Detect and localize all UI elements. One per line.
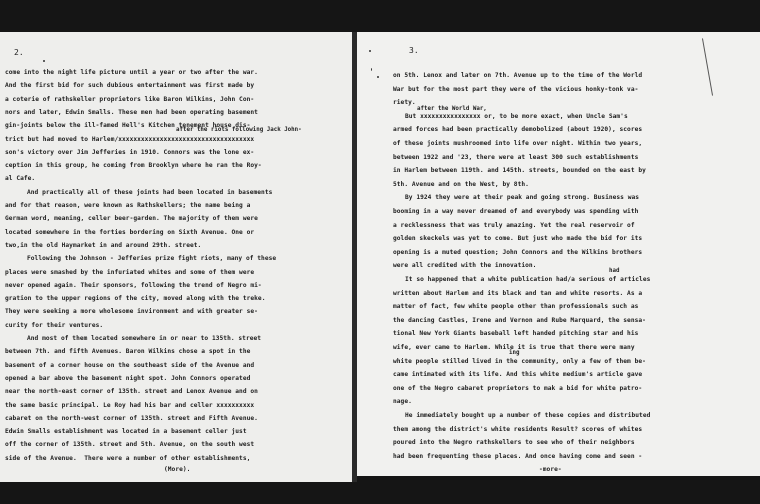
text-line: come into the night life picture until a year or two after the war. bbox=[5, 69, 258, 76]
text-line: off the corner of 135th. street and 5th. Avenue, on the south west bbox=[5, 441, 255, 449]
text-line: booming in a way never dreamed of and everybody was spending with bbox=[393, 208, 639, 215]
text-line: opened a bar above the basement night spot. John Connors operated bbox=[5, 374, 251, 382]
text-line: places were smashed by the infuriated whites and some of them were bbox=[5, 268, 255, 276]
text-line: son's victory over Jim Jefferies in 1910. Connors was the lone ex- bbox=[5, 148, 255, 156]
text-line: cabaret on the north-west corner of 135th. street and Fifth Avenue. bbox=[5, 414, 258, 422]
text-line: located somewhere in the forties bordering on Sixth Avenue. One or bbox=[5, 228, 255, 236]
typescript-page-3 bbox=[357, 32, 760, 476]
text-line: And the first bid for such dubious entertainment was first made by bbox=[5, 82, 255, 90]
text-line: He immediately bought up a number of these copies and distributed bbox=[405, 412, 651, 419]
handwritten-insertion: had bbox=[609, 268, 620, 274]
text-line: had been frequenting these places. And once having come and seen - bbox=[393, 452, 643, 460]
text-line: the dancing Castles, Irene and Vernon and Rube Marquard, the sensa- bbox=[393, 316, 646, 324]
ink-speck bbox=[43, 60, 45, 62]
text-line: And practically all of these joints had been located in basements bbox=[27, 188, 273, 196]
text-line: white people stilled lived in the community, only a few of them be- bbox=[393, 357, 646, 365]
ink-speck bbox=[377, 76, 379, 78]
text-line: Following the Johnson - Jefferies prize fight riots, many of these bbox=[27, 255, 277, 263]
text-line: near the north-east corner of 135th. street and Lenox Avenue and on bbox=[5, 388, 258, 396]
text-line: curity for their ventures. bbox=[5, 321, 104, 329]
page-number: 3. bbox=[409, 46, 419, 55]
typescript-page-2 bbox=[0, 32, 352, 482]
text-line: armed forces had been practically demobolized (about 1920), scores bbox=[393, 126, 643, 134]
ink-speck bbox=[369, 50, 371, 52]
text-line: War but for the most part they were of the vicious honky-tonk va- bbox=[393, 85, 639, 93]
text-line: ception in this group, he coming from Brooklyn where he ran the Roy- bbox=[5, 162, 262, 170]
text-line: were all credited with the innovation. bbox=[393, 262, 537, 270]
text-line: on 5th. Lenox and later on 7th. Avenue up to the time of the World bbox=[393, 72, 643, 79]
text-line: They were seeking a more wholesome invironment and with greater se- bbox=[5, 308, 258, 316]
text-line: basement of a corner house on the southeast side of the Avenue and bbox=[5, 361, 255, 369]
text-line: the same basic principal. Le Roy had his bar and celler xxxxxxxxxx bbox=[5, 401, 255, 409]
text-line: one of the Negro cabaret proprietors to mak a bid for white patro- bbox=[393, 384, 643, 392]
text-line: gration to the upper regions of the city, moved along with the treke. bbox=[5, 295, 266, 303]
handwritten-insertion: ing bbox=[509, 350, 520, 356]
text-line: trict but had moved to Harlem/xxxxxxxxxxxxxxxxxxxxxxxxxxxxxxxxxxxx bbox=[5, 135, 255, 143]
text-line: 5th. Avenue and on the West, by 8th. bbox=[393, 180, 529, 188]
text-line: poured into the Negro rathskellers to see who of their neighbors bbox=[393, 439, 635, 447]
page-footer: (More). bbox=[164, 466, 191, 473]
text-line: It so happened that a white publication had/a serious of articles bbox=[405, 276, 651, 283]
text-line: By 1924 they were at their peak and going strong. Business was bbox=[405, 194, 640, 202]
text-line: wife, ever came to Harlem. While it is true that there were many bbox=[393, 344, 635, 351]
text-line: in Harlem between 119th. and 145th. streets, bounded on the east by bbox=[393, 167, 646, 175]
text-line: between 7th. and fifth Avenues. Baron Wilkins chose a spot in the bbox=[5, 348, 251, 356]
text-line: opening is a muted question; John Connors and the Wilkins brothers bbox=[393, 248, 643, 256]
text-line: gin-joints below the ill-famed Hell's Kitchen tenement house dis- bbox=[5, 122, 251, 130]
text-line: side of the Avenue. There were a number of other establishments, bbox=[5, 454, 251, 462]
text-line: Edwin Smalls establishment was located in a basement celler just bbox=[5, 428, 247, 436]
text-line: And most of them located somewhere in or near to 135th. street bbox=[27, 335, 262, 342]
text-line: riety. bbox=[393, 99, 416, 107]
text-line: came intimated with its life. And this white medium's article gave bbox=[393, 371, 643, 379]
handwritten-insertion: after the World War, bbox=[417, 106, 487, 112]
text-line: al Cafe. bbox=[5, 175, 36, 183]
text-line: written about Harlem and its black and tan and white resorts. As a bbox=[393, 289, 643, 297]
text-line: never opened again. Their sponsors, following the trend of Negro mi- bbox=[5, 281, 262, 289]
text-line: But xxxxxxxxxxxxxxxx or, to be more exact, when Uncle Sam's bbox=[405, 112, 628, 120]
text-line: of these joints mushroomed into life over night. Within two years, bbox=[393, 140, 643, 147]
text-line: a recklessness that was truly amazing. Yet the real reservoir of bbox=[393, 221, 635, 229]
text-line: two,in the old Haymarket in and around 29th. street. bbox=[5, 241, 202, 249]
text-line: them among the district's white residents Result? scores of whites bbox=[393, 425, 643, 433]
ink-speck bbox=[371, 68, 372, 71]
text-line: tional New York Giants baseball left handed pitching star and his bbox=[393, 330, 639, 338]
page-footer: -more- bbox=[539, 466, 562, 473]
text-line: nors and later, Edwin Smalls. These men had been operating basement bbox=[5, 108, 258, 116]
text-line: golden skeckels was yet to come. But just who made the bid for its bbox=[393, 235, 643, 243]
text-line: between 1922 and '23, there were at least 300 such establishments bbox=[393, 153, 639, 161]
text-line: nage. bbox=[393, 398, 412, 406]
handwritten-insertion: after the riots following Jack John- bbox=[176, 127, 302, 133]
text-line: a coterie of rathskeller proprietors like Baron Wilkins, John Con- bbox=[5, 95, 255, 103]
text-line: and for that reason, were known as Rathskellers; the name being a bbox=[5, 202, 251, 209]
page-number: 2. bbox=[14, 48, 24, 57]
text-line: matter of fact, few white people other than professionals such as bbox=[393, 303, 639, 311]
text-line: German word, meaning, celler beer-garden. The majority of them were bbox=[5, 215, 258, 223]
